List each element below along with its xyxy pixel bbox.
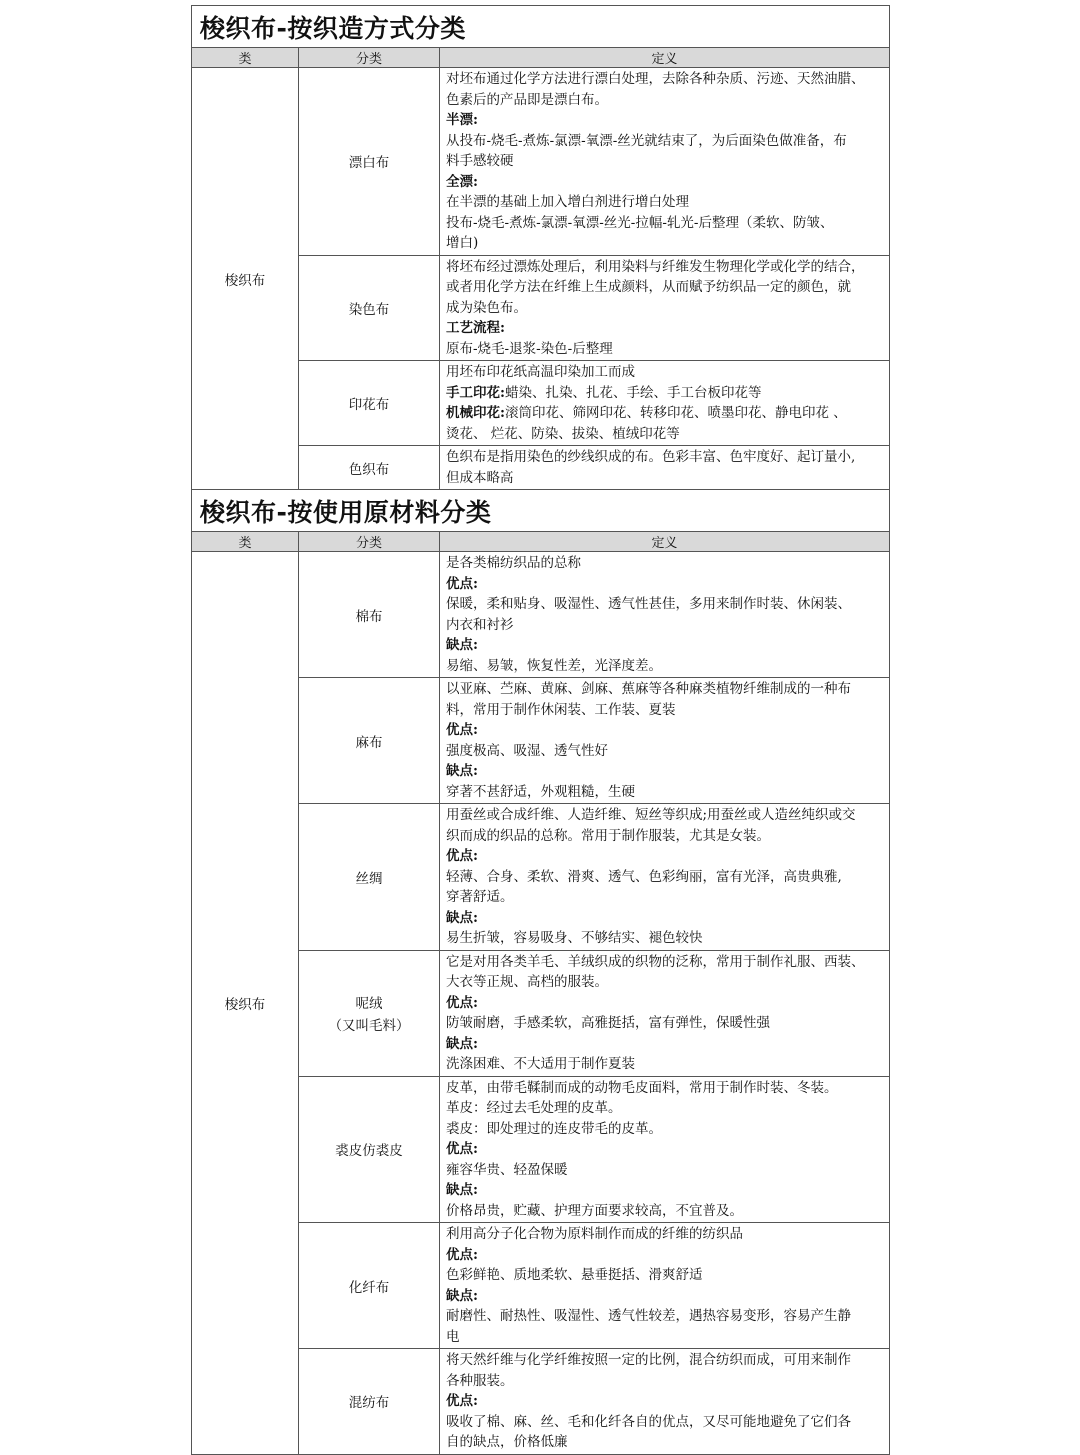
- definition-line: [446, 192, 883, 213]
- definition-line: [446, 447, 883, 468]
- definition-text: 皮革，由带毛鞣制而成的动物毛皮面料，常用于制作时装、冬装。: [446, 1079, 838, 1096]
- definition-text: 烫花、 烂花、防染、拔染、植绒印花等: [446, 425, 680, 442]
- definition-line: [446, 318, 883, 339]
- definition-line: [446, 110, 883, 131]
- definition-line: [446, 867, 883, 888]
- table-row: [192, 552, 890, 678]
- definition-text: 各种服装。: [446, 1372, 514, 1389]
- definition-text: 或者用化学方法在纤维上生成颜料，从而赋予纺织品一定的颜色，就: [446, 279, 851, 295]
- definition-line: [446, 887, 883, 908]
- definition-text: 以亚麻、苎麻、黄麻、剑麻、蕉麻等各种麻类植物纤维制成的一种布: [446, 681, 851, 697]
- definition-line: [446, 1201, 883, 1222]
- definition-cell: [440, 68, 890, 256]
- definition-label: 工艺流程:: [446, 320, 505, 336]
- definition-text: 成为染色布。: [446, 299, 527, 316]
- definition-text: 从投布-烧毛-煮炼-氯漂-氧漂-丝光就结束了，为后面染色做准备，布: [446, 132, 847, 149]
- subcategory-cell: [299, 1076, 440, 1223]
- definition-text: 它是对用各类羊毛、羊绒织成的织物的泛称，常用于制作礼服、西装、: [446, 953, 865, 970]
- definition-line: [446, 574, 883, 595]
- definition-cell: [440, 361, 890, 446]
- definition-text: 蜡染、扎染、扎花、手绘、手工台板印花等: [504, 384, 762, 401]
- subcategory-cell: [299, 446, 440, 490]
- subcategory-name: 色织布: [348, 461, 390, 478]
- definition-text: 料，常用于制作休闲装、工作装、夏装: [446, 701, 676, 718]
- definition-line: [446, 656, 883, 677]
- header-category: 类: [192, 532, 299, 552]
- definition-line: [446, 1327, 883, 1348]
- definition-line: [446, 362, 883, 383]
- definition-line: [446, 1265, 883, 1286]
- definition-cell: [440, 446, 890, 490]
- definition-text: 革皮：经过去毛处理的皮革。: [446, 1100, 622, 1116]
- subcategory-cell: [299, 804, 440, 951]
- definition-line: [446, 805, 883, 826]
- definition-line: [446, 1013, 883, 1034]
- definition-line: [446, 1432, 883, 1453]
- definition-line: [446, 1078, 883, 1099]
- definition-label: 缺点:: [446, 1035, 478, 1052]
- header-definition: 定义: [440, 48, 890, 68]
- table-header: [192, 532, 890, 552]
- definition-line: [446, 761, 883, 782]
- definition-text: 料手感较硬: [446, 153, 514, 169]
- definition-label: 优点:: [446, 722, 478, 738]
- definition-line: [446, 151, 883, 172]
- subcategory-cell: [299, 1349, 440, 1455]
- definition-text: 织而成的织品的总称。常用于制作服装，尤其是女装。: [446, 827, 770, 844]
- definition-text: 是各类棉纺织品的总称: [446, 555, 581, 571]
- definition-line: [446, 1412, 883, 1433]
- definition-line: [446, 339, 883, 360]
- definition-text: 强度极高、吸湿、透气性好: [446, 742, 608, 759]
- definition-text: 在半漂的基础上加入增白剂进行增白处理: [446, 194, 689, 210]
- definition-line: [446, 1224, 883, 1245]
- definition-cell: [440, 678, 890, 804]
- definition-cell: [440, 255, 890, 361]
- definition-line: [446, 298, 883, 319]
- definition-line: [446, 908, 883, 929]
- definition-text: 轻薄、合身、柔软、滑爽、透气、色彩绚丽，富有光泽，高贵典雅,: [446, 868, 842, 885]
- definition-text: 将天然纤维与化学纤维按照一定的比例，混合纺织而成，可用来制作: [446, 1352, 851, 1368]
- subcategory-name: 印花布: [348, 397, 390, 413]
- category-cell: 梭织布: [192, 552, 299, 1455]
- subcategory-alias: （又叫毛料）: [328, 1018, 410, 1034]
- definition-line: [446, 257, 883, 278]
- definition-line: [446, 782, 883, 803]
- subcategory-name: 混纺布: [348, 1395, 390, 1412]
- definition-line: [446, 952, 883, 973]
- definition-line: [446, 468, 883, 489]
- definition-text: 自的缺点，价格低廉: [446, 1434, 568, 1450]
- definition-text: 用坯布印花纸高温印染加工而成: [446, 364, 635, 380]
- definition-line: [446, 90, 883, 111]
- definition-line: [446, 69, 883, 90]
- definition-line: [446, 1391, 883, 1412]
- header-category: 类: [192, 48, 299, 68]
- definition-line: [446, 1245, 883, 1266]
- definition-line: [446, 615, 883, 636]
- header-definition: 定义: [440, 532, 890, 552]
- definition-label: 优点:: [446, 1141, 478, 1157]
- definition-label: 优点:: [446, 848, 478, 864]
- definition-text: 穿著不甚舒适，外观粗糙，生硬: [446, 783, 635, 800]
- definition-line: [446, 1180, 883, 1201]
- definition-line: [446, 993, 883, 1014]
- definition-label: 缺点:: [446, 637, 478, 653]
- definition-line: [446, 720, 883, 741]
- definition-label: 缺点:: [446, 763, 478, 779]
- definition-text: 增白): [446, 235, 479, 251]
- definition-line: [446, 928, 883, 949]
- definition-text: 保暖，柔和贴身、吸湿性、透气性甚佳，多用来制作时装、休闲装、: [446, 596, 851, 612]
- subcategory-name: 漂白布: [348, 155, 390, 172]
- definition-cell: [440, 1076, 890, 1223]
- definition-line: [446, 1098, 883, 1119]
- definition-line: [446, 424, 883, 445]
- definition-text: 原布-烧毛-退浆-染色-后整理: [446, 340, 613, 357]
- definition-text: 色素后的产品即是漂白布。: [446, 91, 608, 108]
- table-raw-material: [191, 489, 890, 1455]
- definition-line: [446, 213, 883, 234]
- definition-text: 价格昂贵，贮藏、护理方面要求较高，不宜普及。: [446, 1202, 743, 1219]
- definition-label: 优点:: [446, 575, 478, 592]
- definition-text: 吸收了棉、麻、丝、毛和化纤各自的优点，又尽可能地避免了它们各: [446, 1413, 851, 1430]
- subcategory-cell: [299, 1223, 440, 1349]
- definition-text: 但成本略高: [446, 469, 514, 486]
- section-title: 梭织布-按织造方式分类: [192, 6, 890, 48]
- definition-text: 用蚕丝或合成纤维、人造纤维、短丝等织成;用蚕丝或人造丝纯织或交: [446, 807, 856, 823]
- definition-line: [446, 846, 883, 867]
- definition-line: [446, 826, 883, 847]
- definition-text: 色彩鲜艳、质地柔软、悬垂挺括、滑爽舒适: [446, 1267, 703, 1283]
- definition-text: 利用高分子化合物为原料制作而成的纤维的纺织品: [446, 1226, 743, 1242]
- definition-label: 半漂:: [446, 112, 478, 128]
- definition-cell: [440, 1223, 890, 1349]
- subcategory-cell: [299, 68, 440, 256]
- subcategory-name: 染色布: [348, 301, 390, 318]
- definition-label: 缺点:: [446, 1182, 478, 1198]
- subcategory-name: 呢绒: [355, 996, 383, 1012]
- subcategory-name: 棉布: [355, 608, 383, 625]
- table-row: [192, 68, 890, 256]
- definition-label: 缺点:: [446, 909, 478, 926]
- subcategory-cell: [299, 950, 440, 1076]
- definition-text: 穿著舒适。: [446, 889, 514, 905]
- definition-line: [446, 277, 883, 298]
- definition-line: [446, 1160, 883, 1181]
- table-header: [192, 48, 890, 68]
- definition-line: [446, 700, 883, 721]
- subcategory-cell: [299, 552, 440, 678]
- definition-text: 易缩、易皱，恢复性差，光泽度差。: [446, 657, 662, 674]
- document: [191, 5, 889, 1455]
- table-weaving-method: [191, 5, 890, 490]
- definition-text: 防皱耐磨，手感柔软，高雅挺括，富有弹性，保暖性强: [446, 1015, 770, 1031]
- definition-text: 内衣和衬衫: [446, 616, 514, 633]
- definition-text: 易生折皱，容易吸身、不够结实、褪色较快: [446, 930, 703, 946]
- definition-text: 大衣等正规、高档的服装。: [446, 974, 608, 990]
- definition-text: 洗涤困难、不大适用于制作夏装: [446, 1056, 635, 1072]
- definition-line: [446, 635, 883, 656]
- definition-line: [446, 1350, 883, 1371]
- definition-label: 优点:: [446, 1246, 478, 1263]
- definition-line: [446, 403, 883, 424]
- definition-label: 优点:: [446, 994, 478, 1011]
- definition-line: [446, 131, 883, 152]
- definition-text: 滚筒印花、筛网印花、转移印花、喷墨印花、静电印花 、: [504, 405, 847, 421]
- definition-label: 优点:: [446, 1393, 478, 1409]
- definition-line: [446, 679, 883, 700]
- definition-line: [446, 1054, 883, 1075]
- subcategory-name: 麻布: [355, 734, 383, 751]
- subcategory-name: 丝绸: [355, 870, 383, 887]
- definition-text: 对坯布通过化学方法进行漂白处理，去除各种杂质、污迹、天然油腊、: [446, 71, 865, 87]
- definition-label: 机械印花:: [446, 405, 505, 421]
- definition-text: 雍容华贵、轻盈保暖: [446, 1161, 568, 1178]
- definition-text: 电: [446, 1328, 460, 1345]
- definition-text: 投布-烧毛-煮炼-氯漂-氧漂-丝光-拉幅-轧光-后整理（柔软、防皱、: [446, 214, 834, 231]
- definition-cell: [440, 950, 890, 1076]
- definition-text: 耐磨性、耐热性、吸湿性、透气性较差，遇热容易变形，容易产生静: [446, 1308, 851, 1324]
- subcategory-cell: [299, 361, 440, 446]
- definition-line: [446, 383, 883, 404]
- category-cell: 梭织布: [192, 68, 299, 490]
- subcategory-name: 裘皮仿裘皮: [335, 1143, 403, 1160]
- definition-line: [446, 172, 883, 193]
- section-title: 梭织布-按使用原材料分类: [192, 490, 890, 532]
- definition-line: [446, 1139, 883, 1160]
- definition-line: [446, 594, 883, 615]
- subcategory-cell: [299, 255, 440, 361]
- definition-line: [446, 553, 883, 574]
- definition-line: [446, 233, 883, 254]
- definition-line: [446, 1371, 883, 1392]
- subcategory-cell: [299, 678, 440, 804]
- definition-line: [446, 1034, 883, 1055]
- definition-text: 将坯布经过漂炼处理后，利用染料与纤维发生物理化学或化学的结合，: [446, 258, 865, 275]
- definition-text: 裘皮：即处理过的连皮带毛的皮革。: [446, 1120, 662, 1137]
- definition-line: [446, 972, 883, 993]
- definition-line: [446, 1286, 883, 1307]
- definition-text: 色织布是指用染色的纱线织成的布。色彩丰富、色牢度好、起订量小,: [446, 449, 856, 465]
- definition-label: 全漂:: [446, 173, 478, 190]
- subcategory-name: 化纤布: [348, 1279, 390, 1296]
- header-subcategory: 分类: [299, 532, 440, 552]
- definition-line: [446, 1306, 883, 1327]
- definition-label: 缺点:: [446, 1287, 478, 1304]
- definition-cell: [440, 552, 890, 678]
- header-subcategory: 分类: [299, 48, 440, 68]
- definition-cell: [440, 804, 890, 951]
- definition-line: [446, 1119, 883, 1140]
- definition-cell: [440, 1349, 890, 1455]
- definition-label: 手工印花:: [446, 384, 505, 401]
- definition-line: [446, 741, 883, 762]
